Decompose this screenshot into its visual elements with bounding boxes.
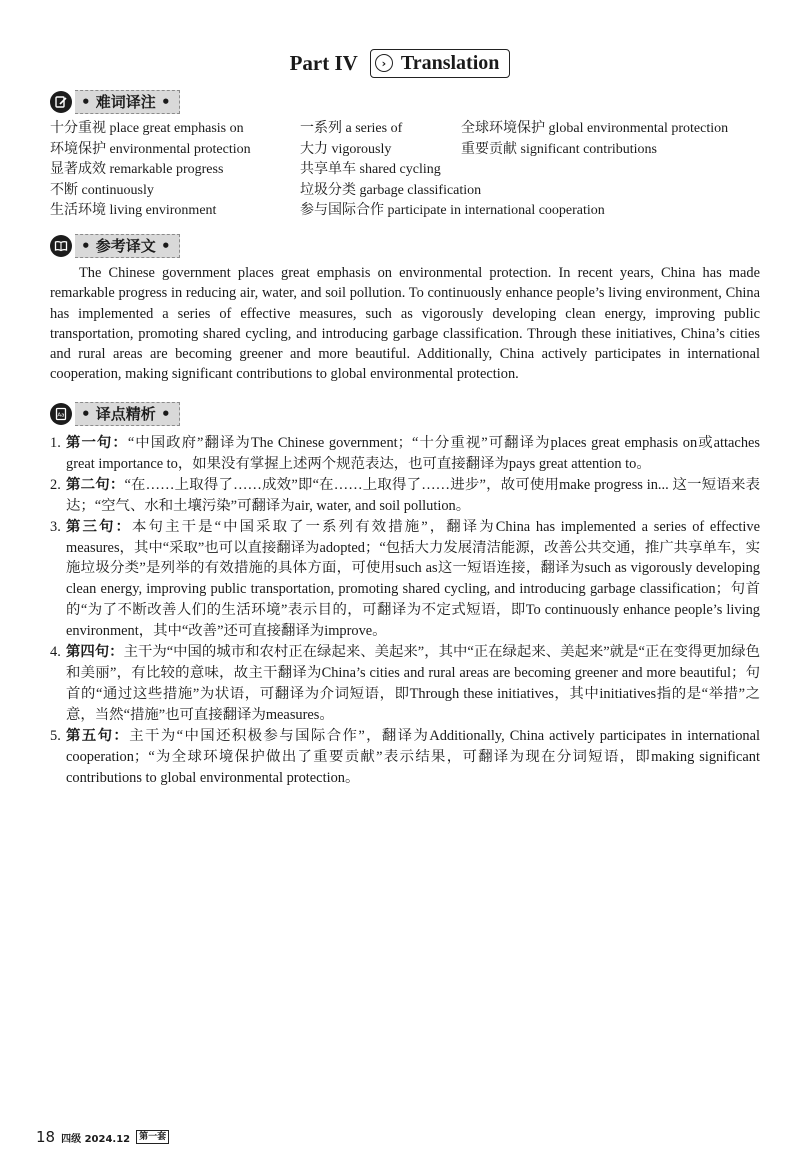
vocab-entry: 环境保护 environmental protection	[50, 141, 251, 157]
vocab-entry: 全球环境保护 global environmental protection	[461, 121, 729, 136]
item-lead: 第三句：	[66, 518, 133, 535]
vocab-entry: 显著成效 remarkable progress	[50, 162, 224, 177]
vocab-row	[50, 160, 760, 181]
reference-section-title: • 参考译文 •	[75, 234, 180, 258]
vocab-entry: 一系列 a series of	[300, 121, 403, 136]
vocab-entry	[461, 181, 760, 202]
item-number: 5.	[50, 727, 61, 744]
analysis-item	[50, 517, 760, 642]
vocab-entry: 生活环境 living environment	[50, 203, 217, 218]
item-text: 主干为“中国还积极参与国际合作”，翻译为Additionally, China actively participates in international cooperation；“为全球环境保护做出了重要贡献”表示结果，可翻译为现在分词短语，即making significant contributions to global environmental protection。	[66, 727, 760, 786]
chevron-right-icon: ›	[375, 54, 393, 72]
dictionary-icon	[50, 403, 72, 425]
vocab-section-title: • 难词译注 •	[75, 90, 180, 114]
vocab-row	[50, 181, 760, 202]
page-footer	[36, 1128, 169, 1146]
item-lead: 第一句：	[66, 435, 128, 451]
vocab-row	[50, 201, 760, 222]
analysis-list	[50, 433, 760, 788]
item-text: “在……上取得了……成效”即“在……上取得了……进步”，故可使用make progress in... 这一短语来表达；“空气、水和土壤污染”可翻译为air, water, and soil pollution。	[66, 476, 760, 514]
vocab-entry: 垃圾分类 garbage classification	[300, 182, 482, 198]
reference-section-heading	[50, 234, 180, 258]
item-number: 3.	[50, 518, 61, 535]
item-text: 主干为“中国的城市和农村正在绿起来、美起来”，其中“正在绿起来、美起来”就是“正在变得更加绿色和美丽”，有比较的意味，故主干翻译为China’s cities and rural areas are becoming greener and more beautiful；句首的“通过这些措施”为状语，可翻译为介词短语，即Through these initiatives，其中initiatives指的是“举措”之意，当然“措施”也可直接翻译为measures。	[66, 644, 760, 723]
set-badge: 第一套	[136, 1130, 169, 1144]
book-icon	[50, 235, 72, 257]
item-number: 4.	[50, 644, 61, 661]
reference-translation: The Chinese government places great emphasis on environmental protection. In recent years, China has made remarkable progress in reducing air, water, and soil pollution. To continuously enhance people’s living environment, China has implemented a series of effective measures, such as vigorously developing clean energy, improving public transportation, promoting shared cycling, and introducing garbage classification. Through these initiatives, China’s cities and rural areas are becoming greener and more beautiful. Additionally, China actively participates in international cooperation, making significant contributions to global environmental protection.	[50, 265, 760, 383]
issue-label: 四级 2024.12	[61, 1133, 131, 1145]
page-title: Translation	[400, 51, 500, 74]
analysis-item	[50, 433, 760, 475]
analysis-item	[50, 726, 760, 789]
item-text: “中国政府”翻译为The Chinese government；“十分重视”可翻译为places great emphasis on或attaches great importance to，如果没有掌握上述两个规范表达，也可直接翻译为pays great attention to。	[66, 435, 760, 472]
part-label: Part IV	[289, 50, 358, 75]
analysis-item	[50, 642, 760, 726]
vocab-entry: 参与国际合作 participate in international cooperation	[300, 203, 605, 218]
item-number: 2.	[50, 476, 61, 493]
page-number: 18	[36, 1128, 56, 1146]
vocab-entry: 重要贡献 significant contributions	[461, 141, 657, 157]
vocab-entry: 大力 vigorously	[300, 141, 392, 157]
analysis-section-title: • 译点精析 •	[75, 402, 180, 426]
vocab-row	[50, 140, 760, 161]
analysis-section-heading	[50, 402, 180, 426]
vocab-entry	[461, 160, 760, 181]
edit-note-icon	[50, 91, 72, 113]
item-text: 本句主干是“中国采取了一系列有效措施”，翻译为China has implemented a series of effective measures，其中“采取”也可以直接翻译为adopted；“包括大力发展清洁能源，改善公共交通，推广共享单车，实施垃圾分类”是列举的有效措施的具体方面，可使用such as这一短语连接，翻译为such as vigorously developing clean energy, improving public transportation, promoting shared cycling, and introducing garbage classification；句首的“为了不断改善人们的生活环境”表示目的，可翻译为不定式短语，即To continuously enhance people’s living environment，其中“改善”还可直接翻译为improve。	[66, 518, 760, 640]
vocab-entry: 十分重视 place great emphasis on	[50, 121, 244, 136]
vocab-entry: 共享单车 shared cycling	[300, 162, 441, 177]
vocab-entry	[461, 201, 760, 222]
svg-text:Aa: Aa	[57, 412, 65, 419]
item-number: 1.	[50, 435, 61, 451]
vocab-table	[50, 119, 760, 222]
vocab-entry: 不断 continuously	[50, 182, 154, 198]
section-title-box	[370, 49, 511, 78]
item-lead: 第五句：	[66, 727, 130, 744]
item-lead: 第四句：	[66, 644, 124, 661]
analysis-item	[50, 475, 760, 517]
vocab-section-heading	[50, 90, 180, 114]
page-header	[0, 44, 800, 82]
item-lead: 第二句：	[66, 476, 125, 493]
vocab-row	[50, 119, 760, 140]
